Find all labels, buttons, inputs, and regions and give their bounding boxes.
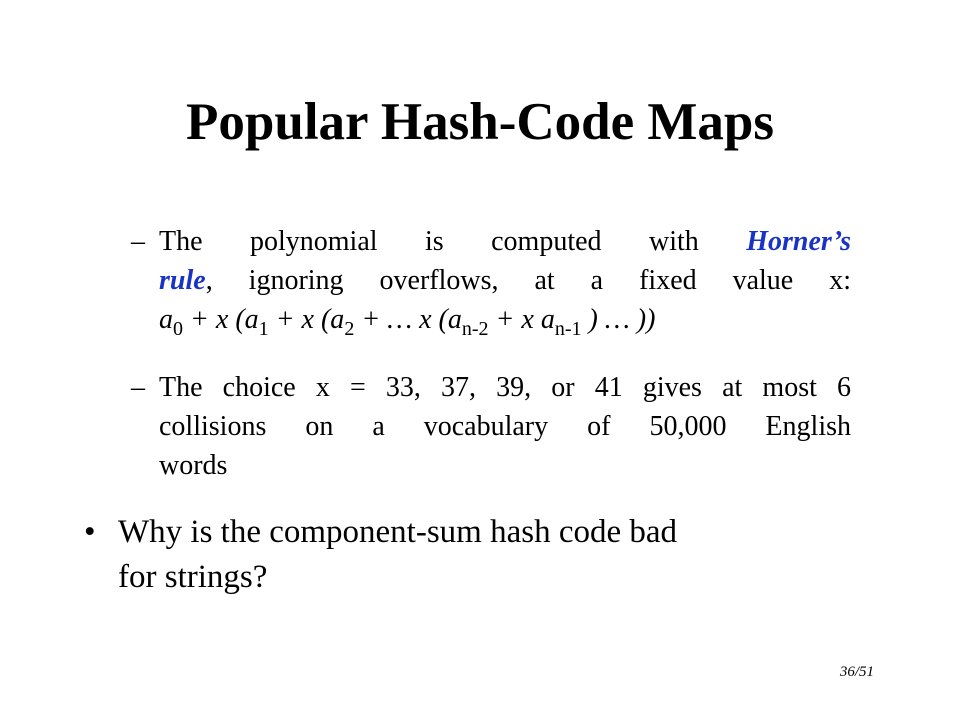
formula-subscript: 1 [258,318,269,340]
bullet-marker: • [84,514,96,550]
formula-part: + … x (a [354,304,462,335]
sub-bullet-line: collisions on a vocabulary of 50,000 English [159,411,851,442]
dash-marker: – [131,372,145,403]
sub-bullet-body [159,368,851,485]
formula-part: + x a [488,304,555,335]
formula-part: + x (a [268,304,345,335]
sub-bullet-body [159,222,851,339]
text-run: , ignoring overflows, at a fixed value x: [205,265,851,296]
bullet-body [118,510,864,600]
sub-bullet-line [159,261,851,300]
formula-part: + x (a [183,304,259,335]
text-run: The polynomial is computed with [159,226,747,257]
emphasis-rule: rule [159,265,206,296]
bullet-line: Why is the component-sum hash code bad [118,514,678,550]
sub-bullet-line: The choice x = 33, 37, 39, or 41 gives at most 6 [159,372,851,403]
emphasis-horners: Horner’s [746,226,851,257]
page-number: 36/51 [839,664,874,680]
sub-bullet-line [159,222,851,261]
formula-subscript: 2 [344,318,355,340]
formula-subscript: 0 [173,318,183,340]
formula-subscript: n-2 [461,318,489,340]
bullet-line: for strings? [118,559,268,595]
formula-part: a [159,304,173,335]
sub-bullet-choice-of-x [131,368,851,485]
slide-title: Popular Hash-Code Maps [186,93,774,151]
sub-bullet-horners-rule [131,222,851,339]
formula-subscript: n-1 [554,318,582,340]
formula-part: ) … )) [581,304,656,335]
dash-marker: – [131,226,145,257]
horner-formula [159,300,851,339]
sub-bullet-line: words [159,450,228,481]
bullet-question [84,510,864,600]
